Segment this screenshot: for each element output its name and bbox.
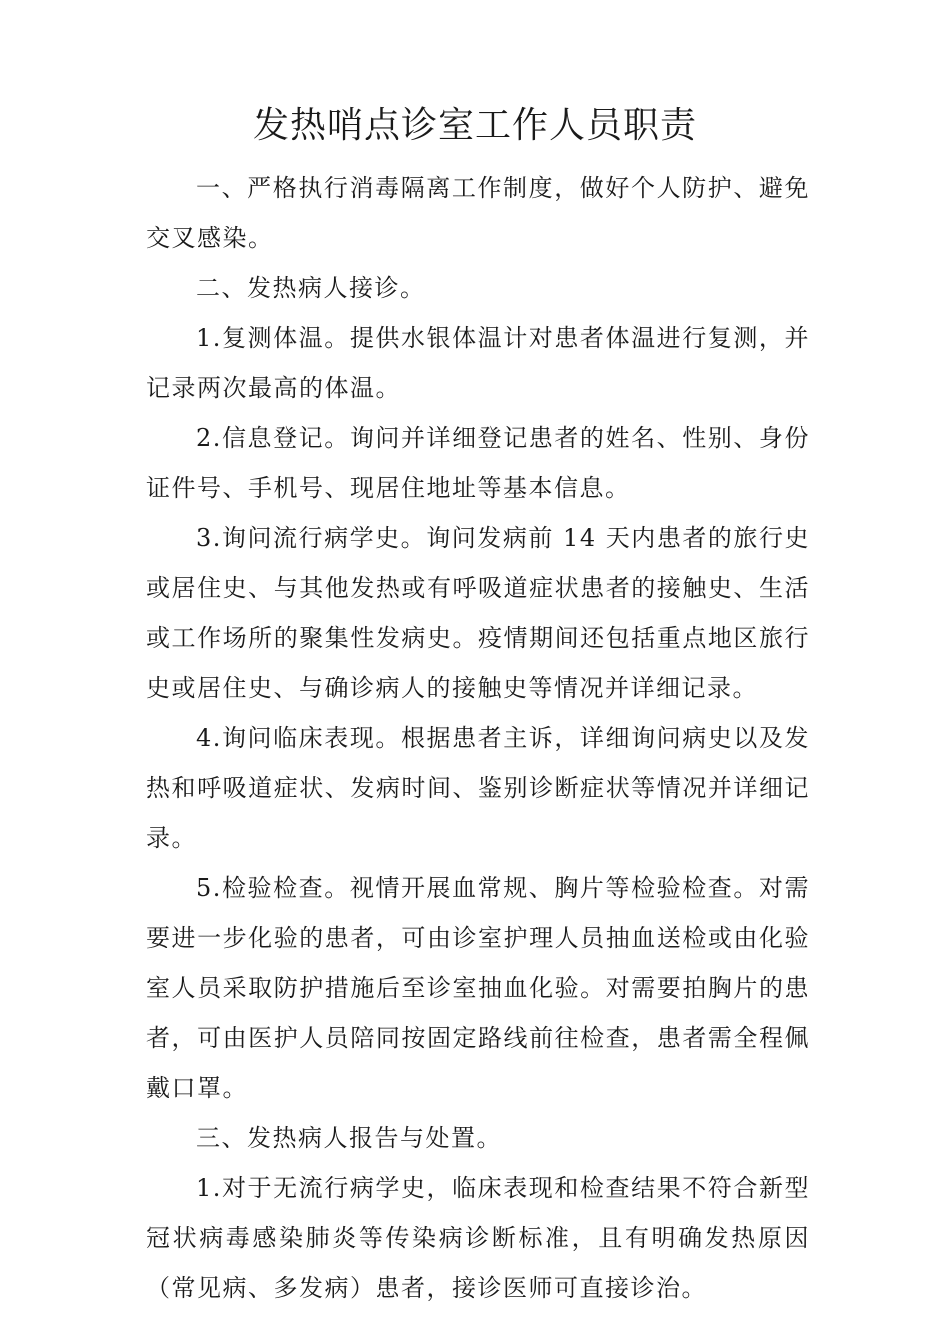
paragraph-item-temperature: 1.复测体温。提供水银体温计对患者体温进行复测，并记录两次最高的体温。 bbox=[146, 324, 810, 402]
paragraph-section-1: 一、严格执行消毒隔离工作制度，做好个人防护、避免交叉感染。 bbox=[146, 174, 810, 252]
paragraph-item-epidemiology: 3.询问流行病学史。询问发病前 14 天内患者的旅行史或居住史、与其他发热或有呼吸道症状患者的接触史、生活或工作场所的聚集性发病史。疫情期间还包括重点地区旅行史或居住史、与确诊病人的接触史等情况并详细记录。 bbox=[146, 524, 810, 702]
paragraph-item-examination: 5.检验检查。视情开展血常规、胸片等检验检查。对需要进一步化验的患者，可由诊室护理人员抽血送检或由化验室人员采取防护措施后至诊室抽血化验。对需要拍胸片的患者，可由医护人员陪同按固定路线前往检查，患者需全程佩戴口罩。 bbox=[146, 874, 810, 1102]
paragraph-section-3-heading: 三、发热病人报告与处置。 bbox=[196, 1124, 502, 1152]
document-body bbox=[146, 163, 810, 1313]
page-title: 发热哨点诊室工作人员职责 bbox=[252, 105, 697, 146]
paragraph-item-clinical: 4.询问临床表现。根据患者主诉，详细询问病史以及发热和呼吸道症状、发病时间、鉴别诊断症状等情况并详细记录。 bbox=[146, 724, 810, 852]
paragraph-section-2-heading: 二、发热病人接诊。 bbox=[196, 274, 426, 302]
paragraph-item-registration: 2.信息登记。询问并详细登记患者的姓名、性别、身份证件号、手机号、现居住地址等基本信息。 bbox=[146, 424, 810, 502]
paragraph-item-diagnosis: 1.对于无流行病学史，临床表现和检查结果不符合新型冠状病毒感染肺炎等传染病诊断标准，且有明确发热原因（常见病、多发病）患者，接诊医师可直接诊治。 bbox=[146, 1174, 810, 1302]
